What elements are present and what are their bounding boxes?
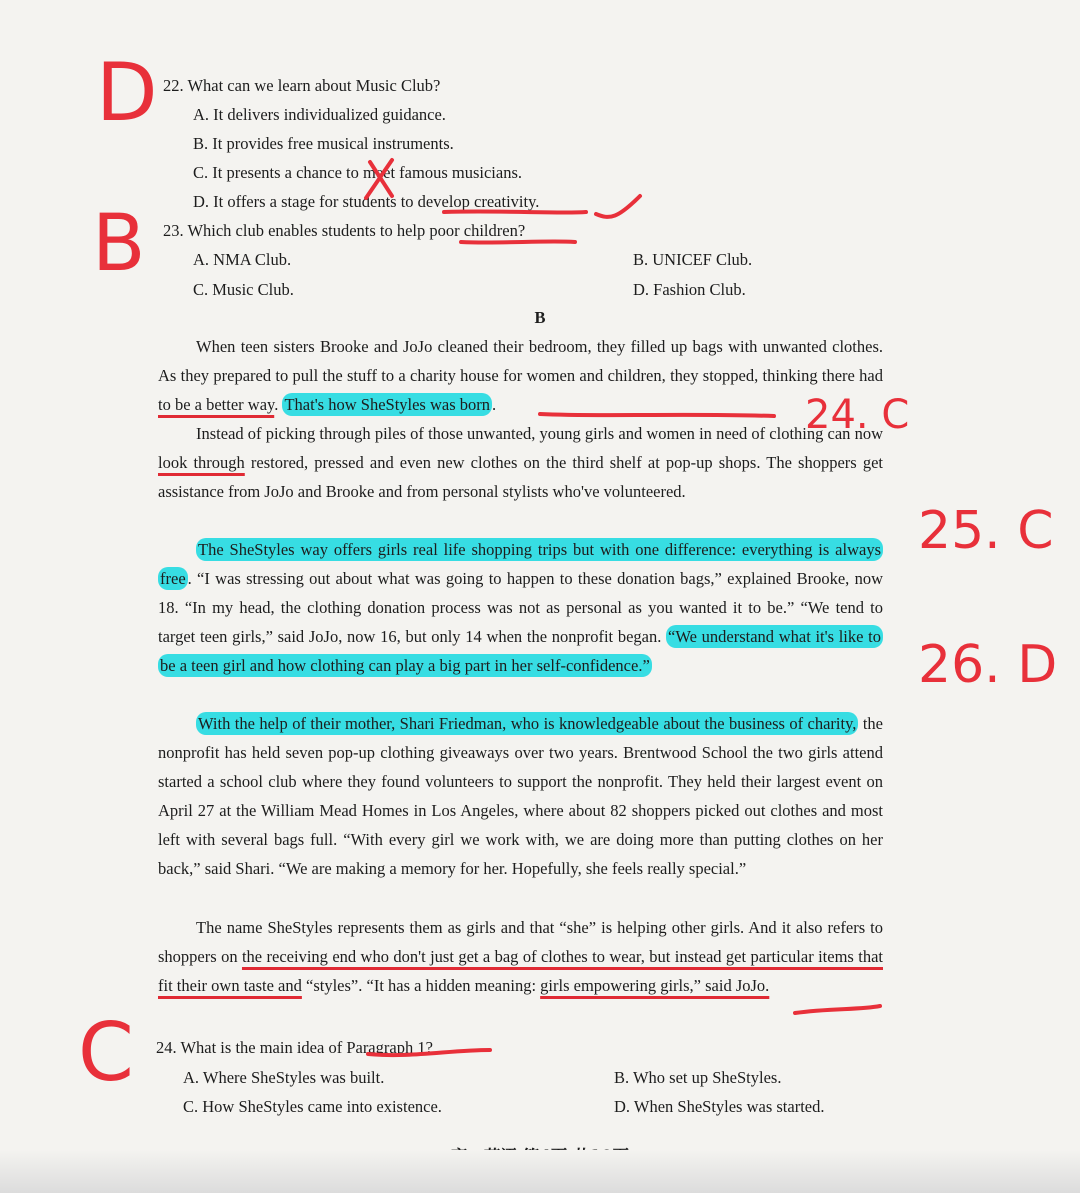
question-23-stem: 23. Which club enables students to help poor children? [163,221,526,240]
q22-option-c: C. It presents a chance to meet famous musicians. [193,163,522,182]
q22-option-d: D. It offers a stage for students to develop creativity. [193,192,540,211]
q23-option-d: D. Fashion Club. [633,280,746,299]
handwritten-note-24: 24. C [805,392,910,438]
highlight-shestyles-born: That's how SheStyles was born [284,395,491,415]
q24-option-c: C. How SheStyles came into existence. [183,1097,442,1116]
handwritten-answer-23: B [92,199,146,289]
question-22-stem: 22. What can we learn about Music Club? [163,76,441,95]
handwritten-note-26: 26. D [918,635,1058,695]
paragraph-3: The SheStyles way offers girls real life shopping trips but with one difference: everything is always free . “I was stressing out about what was going to happen to these donation bags,” explained Brooke, now 18. “In my head, the clothing donation process was not as personal as you wanted it to be.” “We tend to target teen girls,” said JoJo, now 16, but only 14 when the nonprofit began. “We understand what it's like to be a teen girl and how clothing can play a big part in her self-confidence.” [158,540,883,676]
paragraph-5: The name SheStyles represents them as girls and that “she” is helping other girls. And it also refers to shoppers on the receiving end who don't just get a bag of clothes to wear, but instead get particular items that fit their own taste and “styles”. “It has a hidden meaning: girls empowering girls,” said JoJo. [158,918,883,996]
highlight-everything-free: The SheStyles way offers girls real life shopping trips but with one difference: everything is always free [160,540,881,589]
handwritten-answer-24: C [78,1006,134,1099]
q23-option-b: B. UNICEF Club. [633,250,753,269]
q23-option-a: A. NMA Club. [193,250,292,269]
underline-better-way: to be a better way [158,395,275,415]
underline-poor-children [461,241,575,242]
underline-look-through: look through [158,453,245,473]
q24-option-b: B. Who set up SheStyles. [614,1068,782,1087]
q24-option-a: A. Where SheStyles was built. [183,1068,385,1087]
highlight-mother-help: With the help of their mother, Shari Friedman, who is knowledgeable about the business of charity, [198,714,857,733]
q23-option-c: C. Music Club. [193,280,294,299]
paragraph-4: With the help of their mother, Shari Friedman, who is knowledgeable about the business of charity, the nonprofit has held seven pop-up clothing giveaways over two years. Brentwood School the two girls attend started a school club where they found volunteers to support the nonprofit. They held their largest event on April 27 at the William Mead Homes in Los Angeles, where about 82 shoppers picked out clothes and most left with several bags full. “With every girl we work with, we are doing more than putting clothes on her back,” said Shari. “We are making a memory for her. Hopefully, she feels really special.” [158,714,883,879]
paragraph-1: When teen sisters Brooke and JoJo cleaned their bedroom, they filled up bags with unwanted clothes. As they prepared to pull the stuff to a charity house for women and children, they stopped, thinking there had to be a better way. That's how SheStyles was born . [158,337,883,415]
underline-girls-empowering: girls empowering girls,” said JoJo. [540,976,770,996]
q24-option-d: D. When SheStyles was started. [614,1097,825,1116]
paragraph-2: Instead of picking through piles of those unwanted, young girls and women in need of clothing can now look through restored, pressed and even new clothes on the third shelf at pop-up shops. The shoppers get assistance from JoJo and Brooke and from personal stylists who've volunteered. [158,424,883,502]
q22-option-b: B. It provides free musical instruments. [193,134,454,153]
section-label: B [534,308,546,327]
checkmark-icon [596,196,640,217]
q22-option-a: A. It delivers individualized guidance. [193,105,446,124]
handwritten-answer-22: D [96,46,158,139]
question-24-stem: 24. What is the main idea of Paragraph 1? [156,1038,433,1057]
highlight-self-confidence: “We understand what it's like to be a teen girl and how clothing can play a big part in her self-confidence.” [160,627,881,676]
underline-receiving-end: the receiving end who don't just get a bag of clothes to wear, but instead get particular items that fit their own taste and [158,947,883,996]
page-edge-shadow [0,1150,1080,1193]
handwritten-note-25: 25. C [918,501,1054,561]
